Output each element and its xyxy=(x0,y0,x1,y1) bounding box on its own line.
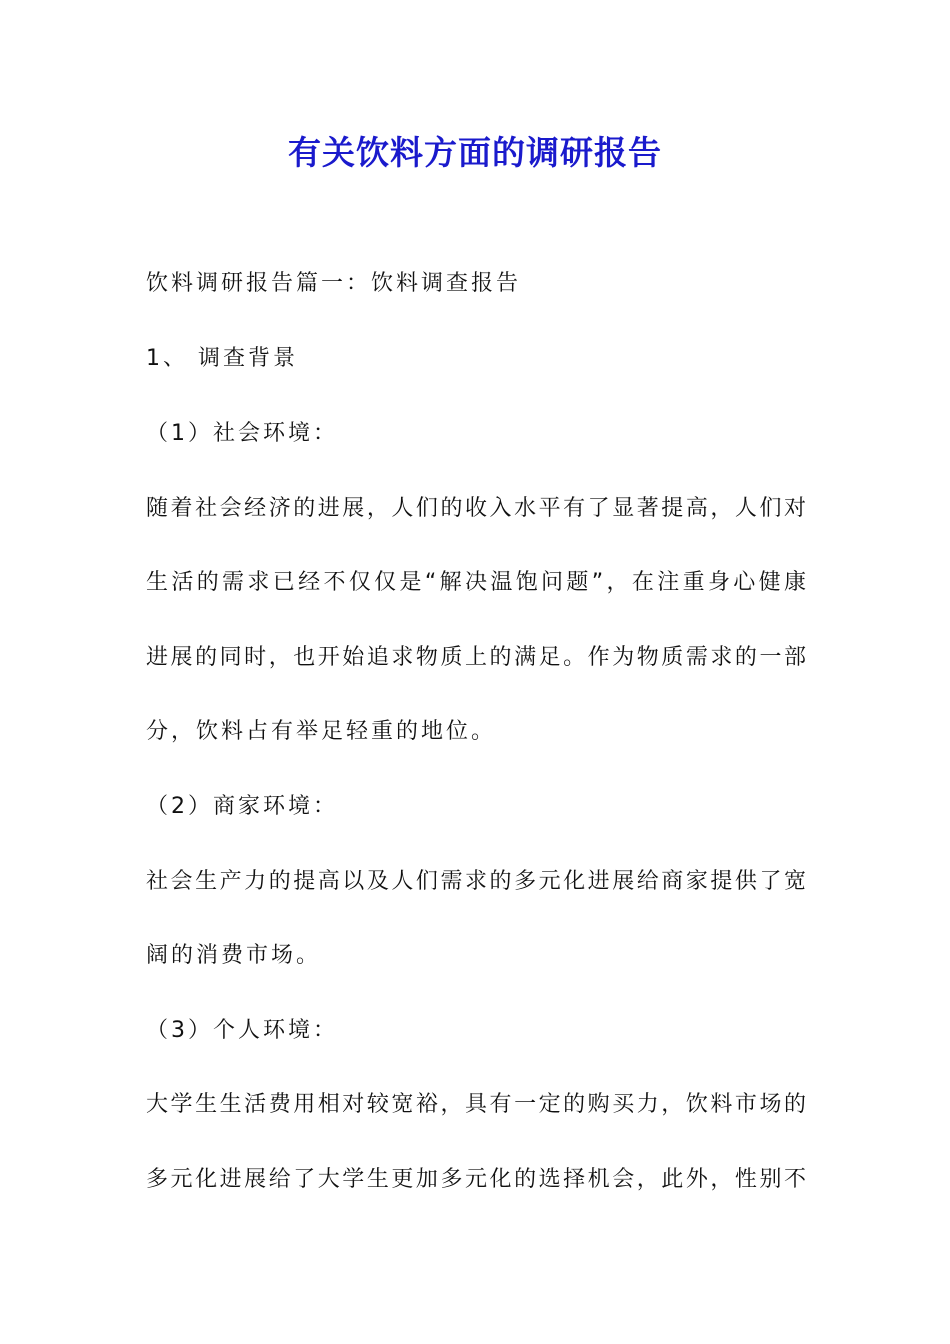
document-title: 有关饮料方面的调研报告 xyxy=(288,133,662,172)
paragraph-line: 进展的同时，也开始追求物质上的满足。作为物质需求的一部 xyxy=(146,645,806,670)
item-heading-merchant: （2）商家环境： xyxy=(146,794,338,819)
paragraph-line: 社会生产力的提高以及人们需求的多元化进展给商家提供了宽 xyxy=(146,869,806,894)
paragraph-line: 大学生生活费用相对较宽裕，具有一定的购买力，饮料市场的 xyxy=(146,1092,806,1117)
paragraph-line: 分，饮料占有举足轻重的地位。 xyxy=(146,719,497,744)
subsection-heading: 1、 调查背景 xyxy=(146,346,298,371)
paragraph-line: 生活的需求已经不仅仅是“解决温饱问题”，在注重身心健康 xyxy=(146,570,806,595)
paragraph-line: 阔的消费市场。 xyxy=(146,943,322,968)
item-heading-social: （1）社会环境： xyxy=(146,421,338,446)
paragraph-line: 多元化进展给了大学生更加多元化的选择机会，此外，性别不 xyxy=(146,1167,806,1192)
paragraph-line: 随着社会经济的进展，人们的收入水平有了显著提高，人们对 xyxy=(146,496,806,521)
section-heading: 饮料调研报告篇一：饮料调查报告 xyxy=(146,271,522,296)
item-heading-personal: （3）个人环境： xyxy=(146,1018,338,1043)
